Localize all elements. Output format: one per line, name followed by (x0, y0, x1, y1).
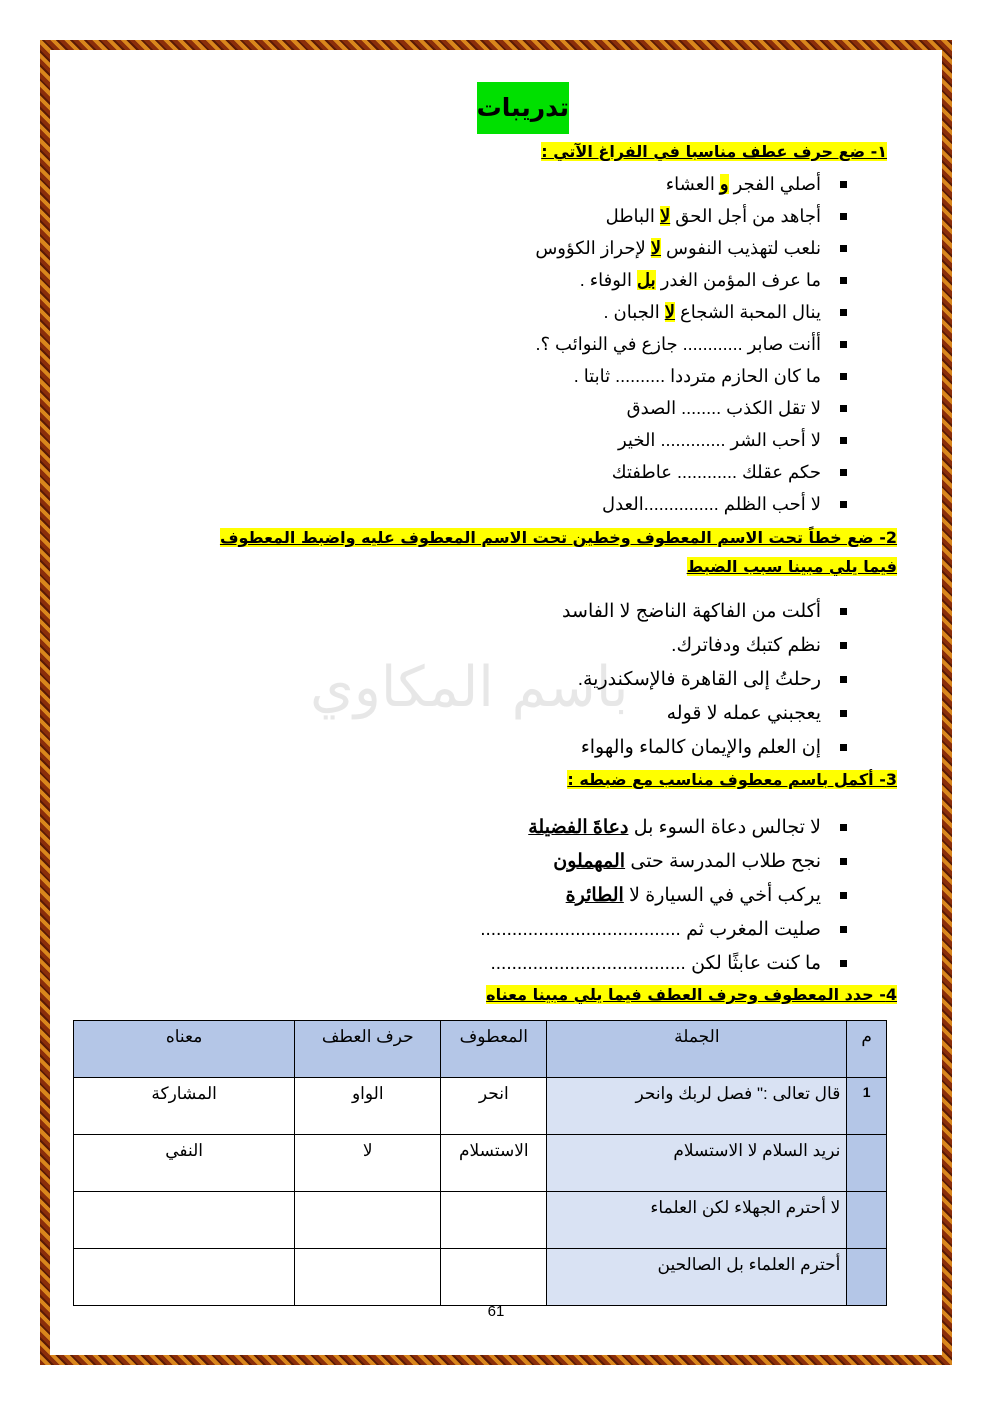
section2-list (562, 595, 847, 765)
list-item (535, 456, 847, 488)
item-text: صليت المغرب ثم ...................................... (480, 919, 821, 940)
item-text: لا أحب الظلم ...............العدل (602, 494, 821, 514)
page-number: 61 (487, 1303, 505, 1320)
list-item (535, 488, 847, 520)
item-answer: دعاةَ الفضيلة (528, 817, 629, 838)
item-text: إن العلم والإيمان كالماء والهواء (580, 737, 821, 758)
item-text: يركب أخي في السيارة لا (623, 885, 821, 906)
list-item (535, 328, 847, 360)
list-item (480, 845, 847, 879)
table-row (74, 1135, 887, 1192)
table-cell: انحر (441, 1078, 547, 1135)
item-text: لا تجالس دعاة السوء بل (628, 817, 821, 838)
table-cell (441, 1192, 547, 1249)
item-answer: بل (637, 270, 656, 290)
item-answer: المهملون (553, 851, 626, 872)
section1-heading: ١- ضع حرف عطف مناسبا في الفراغ الآتي : (541, 142, 887, 161)
section3-heading: 3- أكمل باسم معطوف مناسب مع ضبطه : (567, 770, 897, 789)
list-item (480, 913, 847, 947)
table-body (74, 1078, 887, 1306)
list-item (562, 697, 847, 731)
item-answer: و (719, 174, 729, 194)
table-cell (74, 1192, 295, 1249)
list-item (562, 595, 847, 629)
item-text: نجح طلاب المدرسة حتى (625, 851, 821, 872)
item-text: ما كنت عابثًا لكن ..................................... (490, 953, 821, 974)
table-cell: أحترم العلماء بل الصالحين (547, 1249, 847, 1306)
item-answer: الطائرة (565, 885, 624, 906)
table-header-cell: م (847, 1021, 887, 1078)
item-text: رحلتُ إلى القاهرة فالإسكندرية. (577, 669, 821, 690)
table-cell: نريد السلام لا الاستسلام (547, 1135, 847, 1192)
list-item (535, 232, 847, 264)
item-text: الجبان . (603, 302, 665, 322)
item-answer: لا (650, 238, 662, 258)
item-text: أكلت من الفاكهة الناضج لا الفاسد (562, 601, 821, 622)
table-header-cell: المعطوف (441, 1021, 547, 1078)
list-item (480, 947, 847, 981)
table-cell: الاستسلام (441, 1135, 547, 1192)
item-text: العشاء (665, 174, 720, 194)
table-header-cell: حرف العطف (295, 1021, 441, 1078)
list-item (535, 168, 847, 200)
table-cell: لا أحترم الجهلاء لكن العلماء (547, 1192, 847, 1249)
item-text: نلعب لتهذيب النفوس (661, 238, 821, 258)
table-cell: النفي (74, 1135, 295, 1192)
table-header-cell: الجملة (547, 1021, 847, 1078)
item-text: ما عرف المؤمن الغدر (655, 270, 821, 290)
section4-heading: 4- حدد المعطوف وحرف العطف فيما يلي مبينا معناه (486, 985, 897, 1004)
item-text: يعجبني عمله لا قوله (666, 703, 821, 724)
table-cell (295, 1192, 441, 1249)
watermark: باسم المكاوي (310, 655, 629, 720)
list-item (562, 731, 847, 765)
list-item (562, 629, 847, 663)
item-text: ينال المحبة الشجاع (675, 302, 821, 322)
item-text: ما كان الحازم مترددا .......... ثابتا . (573, 366, 821, 386)
table-cell (74, 1249, 295, 1306)
table-cell (847, 1135, 887, 1192)
table-cell (295, 1249, 441, 1306)
table-cell: قال تعالى :" فصل لربك وانحر (547, 1078, 847, 1135)
table-cell (441, 1249, 547, 1306)
table-row (74, 1078, 887, 1135)
table-header-row (74, 1021, 887, 1078)
item-text: حكم عقلك ............ عاطفتك (611, 462, 821, 482)
table-row (74, 1249, 887, 1306)
item-answer: لا (659, 206, 671, 226)
item-text: أصلي الفجر (728, 174, 821, 194)
table-cell (847, 1249, 887, 1306)
item-text: لإحراز الكؤوس (535, 238, 651, 258)
page-title: تدريبات (477, 82, 569, 134)
table-cell: لا (295, 1135, 441, 1192)
table-row (74, 1192, 887, 1249)
item-text: أجاهد من أجل الحق (670, 206, 821, 226)
item-text: لا أحب الشر ............. الخير (617, 430, 821, 450)
item-text: أأنت صابر ............ جازع في النوائب ؟. (535, 334, 821, 354)
list-item (535, 360, 847, 392)
table-cell: الواو (295, 1078, 441, 1135)
list-item (480, 811, 847, 845)
list-item (535, 296, 847, 328)
section2-heading-line2: فيما يلي مبينا سبب الضبط (686, 557, 897, 576)
list-item (535, 424, 847, 456)
item-text: لا تقل الكذب ........ الصدق (626, 398, 821, 418)
list-item (480, 879, 847, 913)
table-cell: 1 (847, 1078, 887, 1135)
table-cell: المشاركة (74, 1078, 295, 1135)
item-text: نظم كتبك ودفاترك. (671, 635, 821, 656)
item-text: الوفاء . (579, 270, 638, 290)
item-answer: لا (664, 302, 675, 322)
exercise-table (73, 1020, 887, 1306)
list-item (535, 264, 847, 296)
section3-list (480, 811, 847, 981)
list-item (562, 663, 847, 697)
table-header-cell: معناه (74, 1021, 295, 1078)
table-cell (847, 1192, 887, 1249)
list-item (535, 392, 847, 424)
list-item (535, 200, 847, 232)
section2-heading-line1: 2- ضع خطاً تحت الاسم المعطوف وخطين تحت الاسم المعطوف عليه واضبط المعطوف (219, 528, 897, 547)
section1-list (535, 168, 847, 520)
item-text: الباطل (605, 206, 660, 226)
